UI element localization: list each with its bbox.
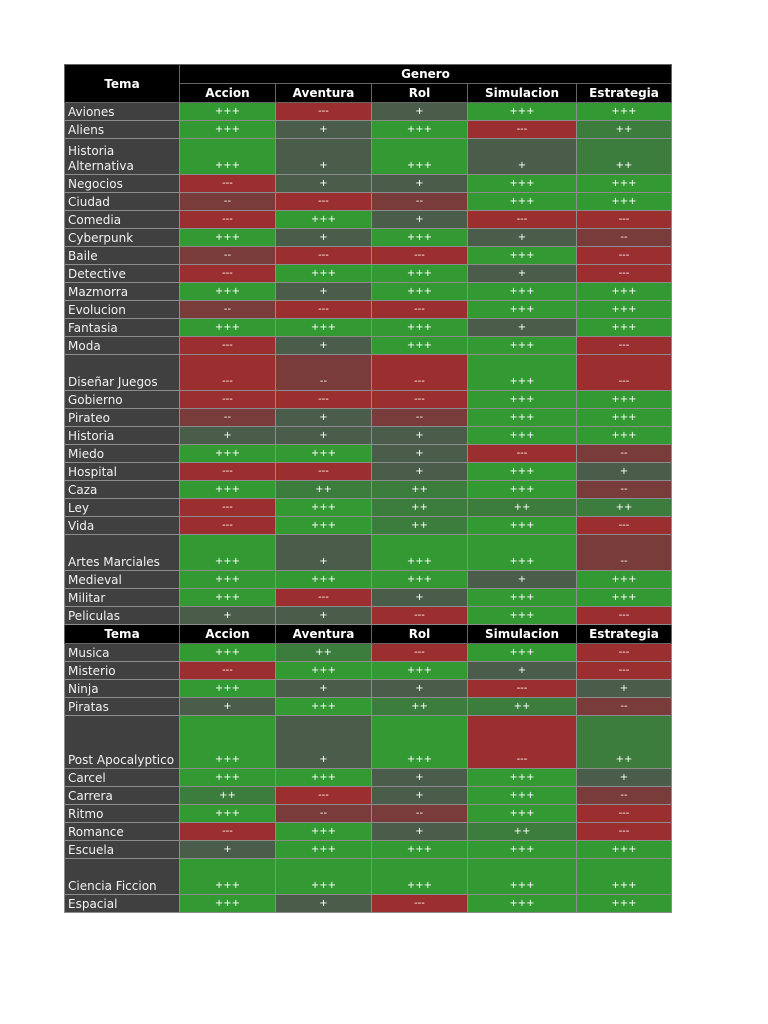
rating-cell: +++	[276, 265, 372, 283]
table-row	[65, 463, 672, 481]
rating-cell: ---	[276, 301, 372, 319]
rating-cell: ---	[372, 391, 468, 409]
rating-cell: ---	[577, 644, 672, 662]
tema-cell: Ritmo	[65, 805, 180, 823]
table-row	[65, 121, 672, 139]
rating-cell: +++	[372, 139, 468, 175]
tema-cell: Aviones	[65, 103, 180, 121]
rating-cell: +	[372, 589, 468, 607]
rating-cell: +	[372, 175, 468, 193]
group-header-row	[65, 65, 672, 84]
rating-cell: +++	[468, 517, 577, 535]
rating-cell: --	[372, 409, 468, 427]
table-row	[65, 698, 672, 716]
genre-theme-table	[64, 64, 672, 913]
rating-cell: +++	[372, 229, 468, 247]
rating-cell: +++	[276, 823, 372, 841]
tema-cell: Mazmorra	[65, 283, 180, 301]
rating-cell: +	[468, 319, 577, 337]
rating-cell: --	[577, 229, 672, 247]
table-body	[65, 103, 672, 913]
rating-cell: +++	[180, 769, 276, 787]
table-row	[65, 481, 672, 499]
rating-cell: --	[276, 805, 372, 823]
rating-cell: ---	[180, 662, 276, 680]
tema-cell: Post Apocalyptico	[65, 716, 180, 769]
rating-cell: +	[276, 895, 372, 913]
rating-cell: +++	[180, 319, 276, 337]
rating-cell: +++	[276, 698, 372, 716]
rating-cell: +++	[372, 283, 468, 301]
column-header-simulacion: Simulacion	[468, 84, 577, 103]
rating-cell: ---	[577, 805, 672, 823]
table-row	[65, 229, 672, 247]
rating-cell: +	[577, 463, 672, 481]
rating-cell: +	[372, 103, 468, 121]
rating-cell: ---	[577, 607, 672, 625]
tema-cell: Comedia	[65, 211, 180, 229]
rating-cell: +	[468, 571, 577, 589]
rating-cell: +++	[372, 121, 468, 139]
rating-cell: +++	[468, 427, 577, 445]
rating-cell: +++	[577, 283, 672, 301]
table-row	[65, 319, 672, 337]
rating-cell: ---	[180, 211, 276, 229]
tema-cell: Miedo	[65, 445, 180, 463]
rating-cell: --	[577, 445, 672, 463]
tema-header: Tema	[65, 65, 180, 103]
tema-cell: Hospital	[65, 463, 180, 481]
rating-cell: +++	[468, 589, 577, 607]
tema-cell: Peliculas	[65, 607, 180, 625]
rating-cell: +++	[577, 319, 672, 337]
table-row	[65, 175, 672, 193]
tema-cell: Historia Alternativa	[65, 139, 180, 175]
rating-cell: +++	[468, 859, 577, 895]
tema-cell: Ciencia Ficcion	[65, 859, 180, 895]
rating-cell: +++	[468, 769, 577, 787]
rating-cell: +++	[468, 409, 577, 427]
tema-cell: Carrera	[65, 787, 180, 805]
rating-cell: +	[468, 139, 577, 175]
rating-cell: +	[372, 463, 468, 481]
rating-cell: ---	[276, 787, 372, 805]
rating-cell: +++	[577, 895, 672, 913]
rating-cell: ---	[180, 391, 276, 409]
tema-cell: Historia	[65, 427, 180, 445]
rating-cell: ---	[276, 193, 372, 211]
column-header-aventura: Aventura	[276, 84, 372, 103]
rating-cell: ---	[372, 247, 468, 265]
table-row	[65, 680, 672, 698]
rating-cell: ++	[372, 481, 468, 499]
rating-cell: +++	[468, 301, 577, 319]
rating-cell: ++	[276, 644, 372, 662]
table-row	[65, 823, 672, 841]
genre-theme-table-container	[64, 64, 671, 913]
tema-cell: Moda	[65, 337, 180, 355]
rating-cell: ++	[577, 499, 672, 517]
rating-cell: +++	[577, 103, 672, 121]
table-row	[65, 445, 672, 463]
rating-cell: ---	[180, 499, 276, 517]
rating-cell: +++	[468, 841, 577, 859]
tema-header: Tema	[65, 625, 180, 644]
rating-cell: +++	[468, 337, 577, 355]
rating-cell: +++	[468, 644, 577, 662]
tema-cell: Diseñar Juegos	[65, 355, 180, 391]
rating-cell: --	[180, 193, 276, 211]
rating-cell: --	[276, 355, 372, 391]
rating-cell: +++	[180, 121, 276, 139]
rating-cell: +++	[180, 445, 276, 463]
rating-cell: +	[276, 139, 372, 175]
tema-cell: Carcel	[65, 769, 180, 787]
table-row	[65, 716, 672, 769]
rating-cell: +++	[276, 319, 372, 337]
rating-cell: ---	[468, 211, 577, 229]
rating-cell: ++	[468, 499, 577, 517]
rating-cell: ++	[372, 517, 468, 535]
table-row	[65, 841, 672, 859]
rating-cell: ---	[577, 823, 672, 841]
rating-cell: +++	[577, 571, 672, 589]
tema-cell: Detective	[65, 265, 180, 283]
rating-cell: +++	[276, 841, 372, 859]
tema-cell: Vida	[65, 517, 180, 535]
rating-cell: ---	[276, 391, 372, 409]
rating-cell: +	[180, 841, 276, 859]
rating-cell: +	[276, 680, 372, 698]
rating-cell: +	[276, 121, 372, 139]
genero-header: Genero	[180, 65, 672, 84]
table-row	[65, 517, 672, 535]
rating-cell: +++	[468, 193, 577, 211]
table-row	[65, 607, 672, 625]
table-row	[65, 247, 672, 265]
rating-cell: --	[180, 301, 276, 319]
rating-cell: +++	[180, 571, 276, 589]
tema-cell: Ninja	[65, 680, 180, 698]
rating-cell: +++	[180, 859, 276, 895]
tema-cell: Gobierno	[65, 391, 180, 409]
rating-cell: --	[577, 481, 672, 499]
table-row	[65, 391, 672, 409]
column-header-accion: Accion	[180, 84, 276, 103]
rating-cell: +++	[372, 841, 468, 859]
rating-cell: ---	[180, 463, 276, 481]
rating-cell: +	[276, 716, 372, 769]
rating-cell: +	[276, 607, 372, 625]
rating-cell: +++	[577, 193, 672, 211]
rating-cell: +	[372, 769, 468, 787]
rating-cell: +++	[180, 481, 276, 499]
rating-cell: +	[468, 229, 577, 247]
tema-cell: Pirateo	[65, 409, 180, 427]
rating-cell: ++	[372, 499, 468, 517]
rating-cell: +	[276, 337, 372, 355]
rating-cell: +	[276, 283, 372, 301]
rating-cell: +++	[180, 139, 276, 175]
rating-cell: +++	[180, 103, 276, 121]
rating-cell: ---	[276, 247, 372, 265]
table-row	[65, 769, 672, 787]
rating-cell: +++	[577, 391, 672, 409]
rating-cell: ---	[372, 895, 468, 913]
rating-cell: +++	[276, 211, 372, 229]
table-row	[65, 787, 672, 805]
rating-cell: +++	[372, 265, 468, 283]
rating-cell: ++	[577, 139, 672, 175]
rating-cell: ---	[180, 355, 276, 391]
rating-cell: +	[372, 445, 468, 463]
rating-cell: +	[276, 427, 372, 445]
tema-cell: Ciudad	[65, 193, 180, 211]
table-row	[65, 355, 672, 391]
rating-cell: +	[180, 427, 276, 445]
tema-cell: Fantasia	[65, 319, 180, 337]
rating-cell: +	[276, 229, 372, 247]
rating-cell: +++	[276, 859, 372, 895]
rating-cell: ---	[276, 589, 372, 607]
rating-cell: +++	[276, 445, 372, 463]
column-header: Aventura	[276, 625, 372, 644]
tema-cell: Escuela	[65, 841, 180, 859]
rating-cell: +++	[468, 535, 577, 571]
table-row	[65, 805, 672, 823]
rating-cell: +++	[180, 535, 276, 571]
rating-cell: ---	[372, 607, 468, 625]
rating-cell: +++	[276, 662, 372, 680]
rating-cell: +++	[276, 517, 372, 535]
column-header-rol: Rol	[372, 84, 468, 103]
table-row	[65, 644, 672, 662]
rating-cell: ---	[276, 103, 372, 121]
rating-cell: +++	[468, 787, 577, 805]
rating-cell: ---	[577, 337, 672, 355]
table-row	[65, 139, 672, 175]
rating-cell: ---	[468, 680, 577, 698]
rating-cell: +++	[180, 644, 276, 662]
rating-cell: +	[372, 680, 468, 698]
rating-cell: +++	[577, 589, 672, 607]
table-row	[65, 859, 672, 895]
tema-cell: Caza	[65, 481, 180, 499]
tema-cell: Espacial	[65, 895, 180, 913]
table-row	[65, 301, 672, 319]
rating-cell: ---	[468, 445, 577, 463]
table-row	[65, 409, 672, 427]
rating-cell: +++	[372, 337, 468, 355]
rating-cell: +++	[468, 607, 577, 625]
rating-cell: ---	[577, 211, 672, 229]
table-row	[65, 337, 672, 355]
rating-cell: --	[180, 247, 276, 265]
rating-cell: +++	[180, 229, 276, 247]
table-row	[65, 589, 672, 607]
rating-cell: ---	[180, 175, 276, 193]
tema-cell: Negocios	[65, 175, 180, 193]
rating-cell: ++	[577, 121, 672, 139]
rating-cell: ---	[180, 517, 276, 535]
column-header: Estrategia	[577, 625, 672, 644]
rating-cell: +++	[577, 859, 672, 895]
table-row	[65, 535, 672, 571]
rating-cell: +	[372, 823, 468, 841]
table-row	[65, 193, 672, 211]
rating-cell: --	[577, 787, 672, 805]
column-header: Accion	[180, 625, 276, 644]
rating-cell: +++	[468, 391, 577, 409]
rating-cell: ++	[180, 787, 276, 805]
tema-cell: Misterio	[65, 662, 180, 680]
rating-cell: --	[577, 535, 672, 571]
rating-cell: ---	[372, 301, 468, 319]
rating-cell: +++	[468, 463, 577, 481]
table-row	[65, 427, 672, 445]
rating-cell: +++	[577, 841, 672, 859]
rating-cell: +++	[468, 283, 577, 301]
rating-cell: ++	[276, 481, 372, 499]
rating-cell: +++	[468, 481, 577, 499]
rating-cell: +++	[372, 535, 468, 571]
rating-cell: +++	[180, 805, 276, 823]
table-row	[65, 103, 672, 121]
rating-cell: +	[372, 427, 468, 445]
tema-cell: Ley	[65, 499, 180, 517]
rating-cell: ---	[180, 823, 276, 841]
table-row	[65, 283, 672, 301]
rating-cell: ++	[468, 823, 577, 841]
rating-cell: ---	[372, 644, 468, 662]
rating-cell: ---	[577, 662, 672, 680]
rating-cell: ---	[468, 121, 577, 139]
rating-cell: --	[372, 805, 468, 823]
rating-cell: +++	[577, 409, 672, 427]
rating-cell: ---	[468, 716, 577, 769]
tema-cell: Militar	[65, 589, 180, 607]
rating-cell: +++	[180, 589, 276, 607]
rating-cell: ---	[180, 265, 276, 283]
tema-cell: Medieval	[65, 571, 180, 589]
rating-cell: +	[276, 409, 372, 427]
rating-cell: +	[180, 607, 276, 625]
table-row	[65, 571, 672, 589]
rating-cell: +	[577, 680, 672, 698]
rating-cell: +++	[276, 499, 372, 517]
rating-cell: +++	[468, 895, 577, 913]
rating-cell: ---	[372, 355, 468, 391]
rating-cell: +++	[468, 175, 577, 193]
tema-cell: Cyberpunk	[65, 229, 180, 247]
repeated-header-row	[65, 625, 672, 644]
rating-cell: +++	[276, 571, 372, 589]
rating-cell: ---	[577, 265, 672, 283]
rating-cell: +	[468, 265, 577, 283]
rating-cell: +++	[468, 805, 577, 823]
rating-cell: +++	[577, 301, 672, 319]
tema-cell: Baile	[65, 247, 180, 265]
rating-cell: ++	[372, 698, 468, 716]
tema-cell: Artes Marciales	[65, 535, 180, 571]
rating-cell: +++	[372, 319, 468, 337]
table-row	[65, 499, 672, 517]
column-header: Simulacion	[468, 625, 577, 644]
rating-cell: +	[577, 769, 672, 787]
tema-cell: Evolucion	[65, 301, 180, 319]
rating-cell: +++	[577, 427, 672, 445]
rating-cell: +++	[180, 716, 276, 769]
rating-cell: ---	[577, 517, 672, 535]
rating-cell: +++	[180, 895, 276, 913]
rating-cell: +++	[577, 175, 672, 193]
rating-cell: --	[372, 193, 468, 211]
rating-cell: ---	[577, 247, 672, 265]
rating-cell: +	[468, 662, 577, 680]
tema-cell: Piratas	[65, 698, 180, 716]
table-row	[65, 265, 672, 283]
tema-cell: Aliens	[65, 121, 180, 139]
rating-cell: +	[372, 787, 468, 805]
rating-cell: ---	[577, 355, 672, 391]
table-row	[65, 895, 672, 913]
rating-cell: +++	[180, 283, 276, 301]
column-header: Rol	[372, 625, 468, 644]
rating-cell: +++	[468, 103, 577, 121]
table-row	[65, 211, 672, 229]
column-header-estrategia: Estrategia	[577, 84, 672, 103]
rating-cell: +	[372, 211, 468, 229]
rating-cell: +++	[276, 769, 372, 787]
rating-cell: +++	[468, 247, 577, 265]
rating-cell: ---	[180, 337, 276, 355]
rating-cell: ---	[276, 463, 372, 481]
rating-cell: +++	[180, 680, 276, 698]
rating-cell: +++	[372, 859, 468, 895]
rating-cell: +	[180, 698, 276, 716]
rating-cell: +	[276, 535, 372, 571]
rating-cell: --	[577, 698, 672, 716]
rating-cell: +++	[372, 662, 468, 680]
rating-cell: +++	[468, 355, 577, 391]
rating-cell: ++	[577, 716, 672, 769]
rating-cell: +++	[372, 571, 468, 589]
table-row	[65, 662, 672, 680]
rating-cell: --	[180, 409, 276, 427]
rating-cell: ++	[468, 698, 577, 716]
rating-cell: +	[276, 175, 372, 193]
rating-cell: +++	[372, 716, 468, 769]
tema-cell: Musica	[65, 644, 180, 662]
tema-cell: Romance	[65, 823, 180, 841]
